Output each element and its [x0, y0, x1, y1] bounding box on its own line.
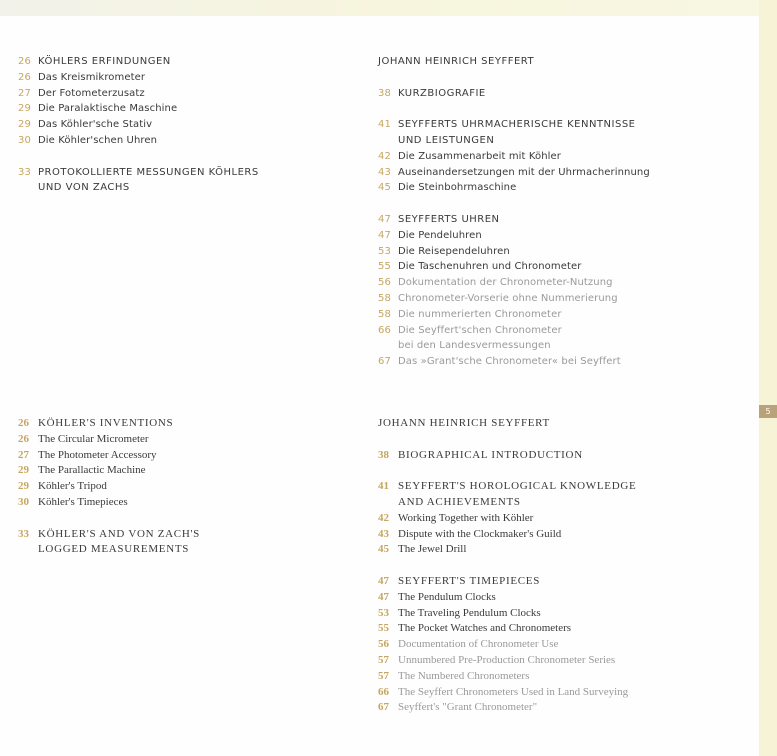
toc-page-number: 26 — [18, 432, 29, 445]
toc-page-number: 53 — [378, 606, 389, 619]
toc-entry-title: The Traveling Pendulum Clocks — [398, 606, 541, 619]
toc-page-number: 29 — [18, 119, 31, 131]
toc-entry-title: UND VON ZACHS — [38, 182, 130, 194]
toc-entry-title: Die Zusammenarbeit mit Köhler — [398, 150, 562, 162]
toc-section-heading — [378, 117, 748, 133]
toc-entry — [18, 133, 348, 149]
toc-entry-title: LOGGED MEASUREMENTS — [38, 543, 190, 556]
toc-page-number: 66 — [378, 685, 389, 698]
toc-entry-title: JOHANN HEINRICH SEYFFERT — [378, 417, 550, 429]
toc-entry — [378, 228, 748, 244]
german-toc-right — [378, 54, 748, 370]
toc-entry-title: Die Köhler'schen Uhren — [38, 134, 158, 146]
toc-entry-title: Das Kreismikrometer — [38, 71, 146, 83]
toc-section-heading — [378, 212, 748, 228]
toc-section-heading — [18, 542, 348, 558]
toc-entry — [378, 149, 748, 165]
toc-entry — [378, 275, 748, 291]
toc-entry-title: Unnumbered Pre-Production Chronometer Series — [398, 653, 616, 666]
toc-section-heading — [378, 86, 748, 102]
toc-entry-title: KÖHLER'S AND VON ZACH'S — [38, 527, 200, 540]
toc-section-heading — [378, 416, 748, 432]
toc-entry-title: Die Reisependeluhren — [398, 245, 510, 257]
toc-entry — [378, 323, 748, 339]
toc-section-heading — [18, 180, 348, 196]
toc-section-heading — [378, 448, 748, 464]
toc-page-number: 47 — [378, 213, 391, 225]
toc-entry — [18, 432, 348, 448]
toc-entry-title: Die Taschenuhren und Chronometer — [398, 261, 582, 273]
toc-entry — [378, 180, 748, 196]
toc-page-number: 42 — [378, 150, 391, 162]
toc-entry-title: Die Pendeluhren — [398, 229, 482, 241]
page-edge-sidebar — [759, 0, 777, 756]
toc-page-number: 58 — [378, 292, 391, 304]
toc-page-number: 38 — [378, 87, 391, 99]
toc-entry-title: Chronometer-Vorserie ohne Nummerierung — [398, 292, 618, 304]
toc-entry-title: The Jewel Drill — [398, 543, 467, 556]
toc-page-number: 45 — [378, 543, 389, 556]
toc-entry — [378, 590, 748, 606]
toc-section-heading — [18, 527, 348, 543]
toc-page-number: 41 — [378, 480, 389, 493]
toc-section-heading — [378, 495, 748, 511]
toc-section-heading — [18, 165, 348, 181]
toc-spacer — [378, 463, 748, 479]
toc-entry — [378, 527, 748, 543]
toc-entry-title: Der Fotometerzusatz — [38, 87, 145, 99]
toc-entry-title: Dispute with the Clockmaker's Guild — [398, 527, 562, 540]
toc-page-number: 30 — [18, 495, 29, 508]
toc-entry — [378, 685, 748, 701]
toc-entry-title: Dokumentation der Chronometer-Nutzung — [398, 277, 613, 289]
toc-entry-title: The Circular Micrometer — [38, 432, 149, 445]
toc-section-heading — [378, 479, 748, 495]
toc-entry-title: Documentation of Chronometer Use — [398, 638, 559, 651]
toc-page-number: 57 — [378, 653, 389, 666]
toc-page-number: 45 — [378, 182, 391, 194]
toc-page-number: 66 — [378, 324, 391, 336]
toc-entry-title: KÖHLER'S INVENTIONS — [38, 417, 174, 429]
toc-entry-title: Die nummerierten Chronometer — [398, 308, 562, 320]
toc-spacer — [378, 101, 748, 117]
toc-page-number: 53 — [378, 245, 391, 257]
toc-spacer — [378, 196, 748, 212]
toc-entry — [378, 700, 748, 716]
toc-page-number: 47 — [378, 574, 389, 587]
toc-entry — [18, 448, 348, 464]
toc-entry-title: The Pendulum Clocks — [398, 590, 496, 603]
toc-page-number: 42 — [378, 511, 389, 524]
toc-entry — [378, 307, 748, 323]
toc-page-number: 43 — [378, 166, 391, 178]
toc-entry — [378, 338, 748, 354]
english-toc-right — [378, 416, 748, 716]
toc-page-number: 38 — [378, 448, 389, 461]
toc-entry-title: Die Paralaktische Maschine — [38, 103, 178, 115]
toc-entry-title: AND ACHIEVEMENTS — [398, 495, 521, 508]
toc-page-number: 56 — [378, 277, 391, 289]
page-number-tab: 5 — [759, 405, 777, 418]
toc-entry-title: Köhler's Timepieces — [38, 495, 128, 508]
toc-entry-title: Die Steinbohrmaschine — [398, 182, 517, 194]
toc-page-number: 55 — [378, 622, 389, 635]
toc-entry-title: Das Köhler'sche Stativ — [38, 119, 153, 131]
toc-page-number: 33 — [18, 527, 29, 540]
toc-page-number: 43 — [378, 527, 389, 540]
toc-entry-title: Working Together with Köhler — [398, 511, 534, 524]
toc-entry — [378, 542, 748, 558]
toc-section-heading — [378, 574, 748, 590]
toc-entry — [18, 479, 348, 495]
toc-entry-title: The Parallactic Machine — [38, 464, 146, 477]
toc-entry-title: BIOGRAPHICAL INTRODUCTION — [398, 448, 583, 461]
toc-page-number: 47 — [378, 590, 389, 603]
toc-page-number: 29 — [18, 103, 31, 115]
toc-page-number: 55 — [378, 261, 391, 273]
toc-entry — [18, 101, 348, 117]
toc-entry-title: The Seyffert Chronometers Used in Land Surveying — [398, 685, 629, 698]
toc-entry-title: Köhler's Tripod — [38, 480, 107, 493]
toc-page-number: 56 — [378, 638, 389, 651]
toc-spacer — [18, 149, 348, 165]
toc-entry — [378, 606, 748, 622]
toc-section-heading — [378, 54, 748, 70]
toc-entry — [378, 291, 748, 307]
toc-entry — [378, 653, 748, 669]
toc-entry-title: SEYFFERTS UHREN — [398, 213, 500, 225]
toc-page-number: 29 — [18, 480, 29, 493]
toc-section-heading — [378, 133, 748, 149]
toc-entry — [18, 463, 348, 479]
toc-entry-title: The Photometer Accessory — [38, 448, 157, 461]
toc-page-number: 33 — [18, 166, 31, 178]
toc-entry — [378, 669, 748, 685]
toc-entry-title: The Pocket Watches and Chronometers — [398, 622, 572, 635]
toc-spacer — [378, 558, 748, 574]
toc-entry-title: SEYFFERTS UHRMACHERISCHE KENNTNISSE — [398, 119, 636, 131]
toc-section-heading — [18, 416, 348, 432]
toc-page-number: 58 — [378, 308, 391, 320]
toc-entry-title: UND LEISTUNGEN — [398, 134, 495, 146]
toc-spacer — [378, 432, 748, 448]
toc-entry-title: SEYFFERT'S TIMEPIECES — [398, 574, 541, 587]
toc-page-number: 30 — [18, 134, 31, 146]
toc-page-number: 26 — [18, 417, 29, 429]
toc-entry — [378, 165, 748, 181]
english-toc-left — [18, 416, 348, 558]
toc-entry — [18, 70, 348, 86]
toc-entry-title: bei den Landesvermessungen — [398, 340, 551, 352]
toc-entry — [378, 511, 748, 527]
toc-entry-title: Auseinandersetzungen mit der Uhrmacherinnung — [398, 166, 650, 178]
toc-spacer — [18, 511, 348, 527]
toc-entry — [378, 259, 748, 275]
toc-page-number: 57 — [378, 669, 389, 682]
toc-entry — [18, 86, 348, 102]
toc-entry-title: JOHANN HEINRICH SEYFFERT — [378, 56, 535, 67]
toc-entry-title: Seyffert's "Grant Chronometer" — [398, 701, 538, 714]
toc-entry-title: KÖHLERS ERFINDUNGEN — [38, 56, 171, 67]
toc-section-heading — [18, 54, 348, 70]
toc-page-number: 47 — [378, 229, 391, 241]
toc-entry — [378, 244, 748, 260]
toc-page-number: 41 — [378, 119, 391, 131]
toc-page-number: 26 — [18, 56, 31, 67]
toc-page-number: 67 — [378, 356, 391, 368]
toc-entry — [378, 637, 748, 653]
toc-spacer — [378, 70, 748, 86]
toc-page-number: 27 — [18, 448, 29, 461]
toc-entry-title: Das »Grant'sche Chronometer« bei Seyffert — [398, 356, 621, 368]
toc-entry-title: The Numbered Chronometers — [398, 669, 530, 682]
german-toc-left — [18, 54, 348, 196]
toc-entry — [378, 354, 748, 370]
toc-entry-title: SEYFFERT'S HOROLOGICAL KNOWLEDGE — [398, 480, 637, 493]
toc-page-number: 67 — [378, 701, 389, 714]
toc-entry-title: PROTOKOLLIERTE MESSUNGEN KÖHLERS — [38, 166, 259, 178]
toc-page-number: 29 — [18, 464, 29, 477]
top-band — [0, 0, 759, 16]
toc-entry-title: KURZBIOGRAFIE — [398, 87, 486, 99]
toc-entry-title: Die Seyffert'schen Chronometer — [398, 324, 562, 336]
toc-entry — [18, 117, 348, 133]
toc-entry — [18, 495, 348, 511]
toc-page-number: 27 — [18, 87, 31, 99]
toc-entry — [378, 621, 748, 637]
toc-page-number: 26 — [18, 71, 31, 83]
